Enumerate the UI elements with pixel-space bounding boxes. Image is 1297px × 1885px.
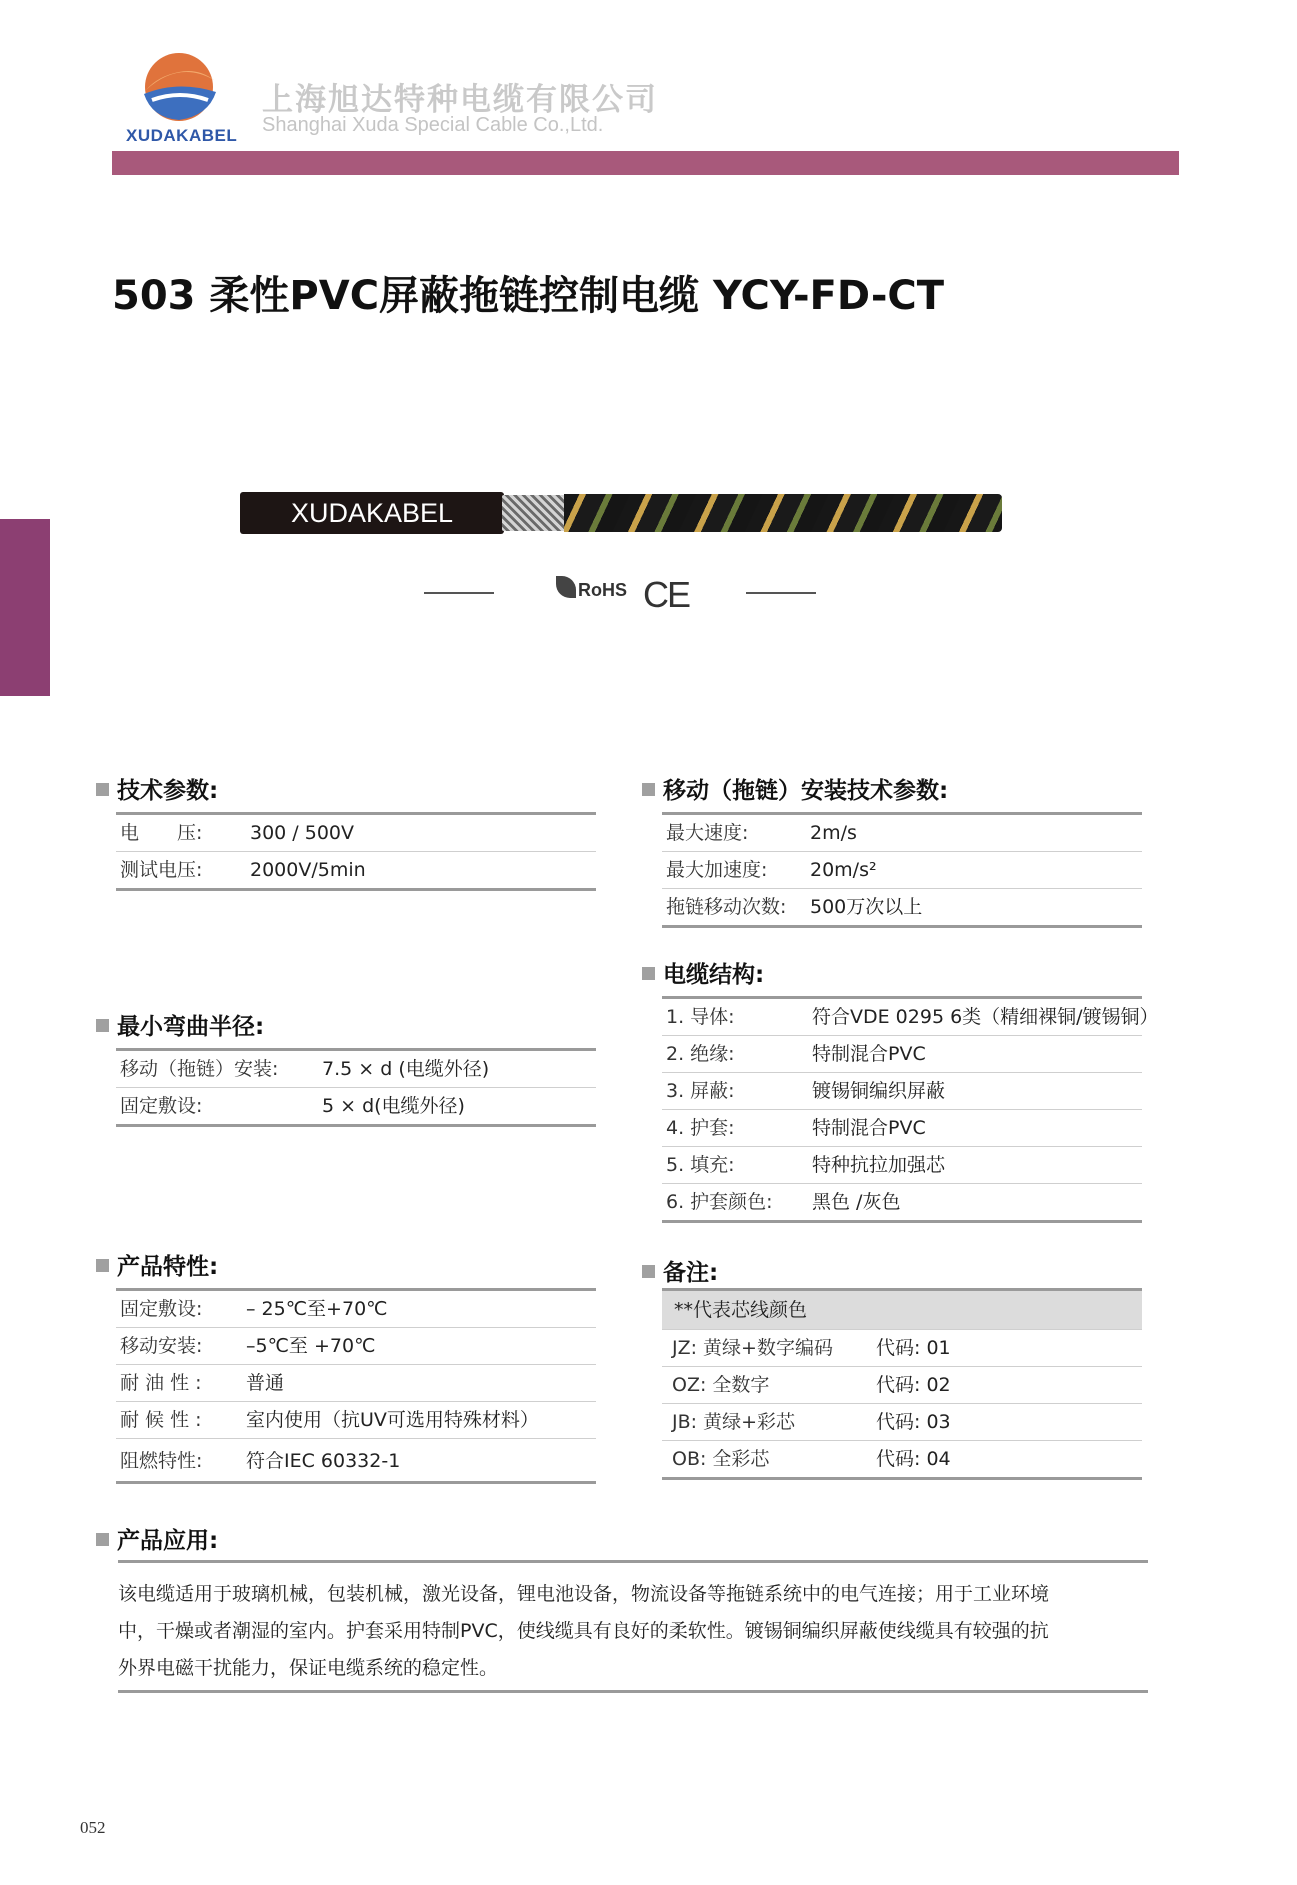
table-row: 移动安装: –5℃至 +70℃: [116, 1328, 596, 1365]
table-row: 耐 油 性 : 普通: [116, 1365, 596, 1402]
table-row: 电 压: 300 / 500V: [116, 815, 596, 852]
table-row: 测试电压: 2000V/5min: [116, 852, 596, 891]
ce-mark: CE: [643, 574, 690, 615]
logo-wordmark: XUDAKABEL: [126, 126, 238, 145]
characteristics-table: [116, 1288, 596, 1484]
header-bar: [112, 151, 1179, 175]
heading-structure: 电缆结构:: [642, 956, 764, 989]
heading-notes: 备注:: [642, 1254, 718, 1287]
square-bullet-icon: [96, 1533, 109, 1546]
page-title: 503 柔性PVC屏蔽拖链控制电缆 YCY-FD-CT: [112, 273, 945, 319]
table-row: 2. 绝缘: 特制混合PVC: [662, 1036, 1142, 1073]
table-row: JZ: 黄绿+数字编码 代码: 01: [662, 1330, 1142, 1367]
table-row: 最大加速度: 20m/s²: [662, 852, 1142, 889]
table-row: 阻燃特性: 符合IEC 60332-1: [116, 1439, 596, 1484]
table-row: 拖链移动次数: 500万次以上: [662, 889, 1142, 928]
rohs-mark: RoHS: [556, 576, 627, 601]
company-name-cn: 上海旭达特种电缆有限公司: [262, 82, 658, 118]
square-bullet-icon: [96, 783, 109, 796]
company-logo: [138, 50, 220, 124]
divider-right: [746, 592, 816, 594]
side-tab: [0, 519, 50, 696]
table-row: OB: 全彩芯 代码: 04: [662, 1441, 1142, 1480]
notes-table: [662, 1288, 1142, 1480]
square-bullet-icon: [642, 783, 655, 796]
notes-subheading: **代表芯线颜色: [662, 1291, 1142, 1330]
divider-left: [424, 592, 494, 594]
structure-table: [662, 996, 1159, 1223]
square-bullet-icon: [642, 1265, 655, 1278]
square-bullet-icon: [96, 1019, 109, 1032]
table-row: 1. 导体: 符合VDE 0295 6类（精细裸铜/镀锡铜）: [662, 999, 1142, 1036]
cable-cores: [564, 494, 1002, 532]
table-row: 耐 候 性 : 室内使用（抗UV可选用特殊材料）: [116, 1402, 596, 1439]
table-row: 4. 护套: 特制混合PVC: [662, 1110, 1142, 1147]
table-row: OZ: 全数字 代码: 02: [662, 1367, 1142, 1404]
heading-characteristics: 产品特性:: [96, 1248, 218, 1281]
company-name-en: Shanghai Xuda Special Cable Co.,Ltd.: [262, 114, 604, 136]
application-bottom-rule: [118, 1690, 1148, 1693]
leaf-icon: [556, 576, 576, 598]
table-row: JB: 黄绿+彩芯 代码: 03: [662, 1404, 1142, 1441]
application-top-rule: [118, 1560, 1148, 1563]
heading-application: 产品应用:: [96, 1522, 218, 1555]
table-row: 3. 屏蔽: 镀锡铜编织屏蔽: [662, 1073, 1142, 1110]
table-row: 最大速度: 2m/s: [662, 815, 1142, 852]
square-bullet-icon: [642, 967, 655, 980]
heading-mobile-params: 移动（拖链）安装技术参数:: [642, 772, 948, 805]
page-number: 052: [80, 1818, 106, 1837]
application-line: 中，干燥或者潮湿的室内。护套采用特制PVC，使线缆具有良好的柔软性。镀锡铜编织屏蔽使线缆具有较强的抗: [118, 1620, 1049, 1642]
cable-jacket: XUDAKABEL: [240, 492, 504, 534]
cable-shield: [502, 495, 566, 531]
table-row: 固定敷设: 5 × d(电缆外径): [116, 1088, 596, 1127]
application-line: 外界电磁干扰能力，保证电缆系统的稳定性。: [118, 1657, 499, 1679]
heading-bend-radius: 最小弯曲半径:: [96, 1008, 264, 1041]
mobile-params-table: [662, 812, 1142, 928]
application-line: 该电缆适用于玻璃机械，包装机械，激光设备，锂电池设备，物流设备等拖链系统中的电气连接；用于工业环境: [118, 1583, 1050, 1605]
tech-params-table: [116, 812, 596, 891]
heading-tech-params: 技术参数:: [96, 772, 218, 805]
table-row: 5. 填充: 特种抗拉加强芯: [662, 1147, 1142, 1184]
table-row: 移动（拖链）安装: 7.5 × d (电缆外径): [116, 1051, 596, 1088]
table-row: 6. 护套颜色: 黑色 /灰色: [662, 1184, 1142, 1223]
application-text: [118, 1576, 1148, 1687]
table-row: 固定敷设: – 25℃至+70℃: [116, 1291, 596, 1328]
bend-radius-table: [116, 1048, 596, 1127]
square-bullet-icon: [96, 1259, 109, 1272]
